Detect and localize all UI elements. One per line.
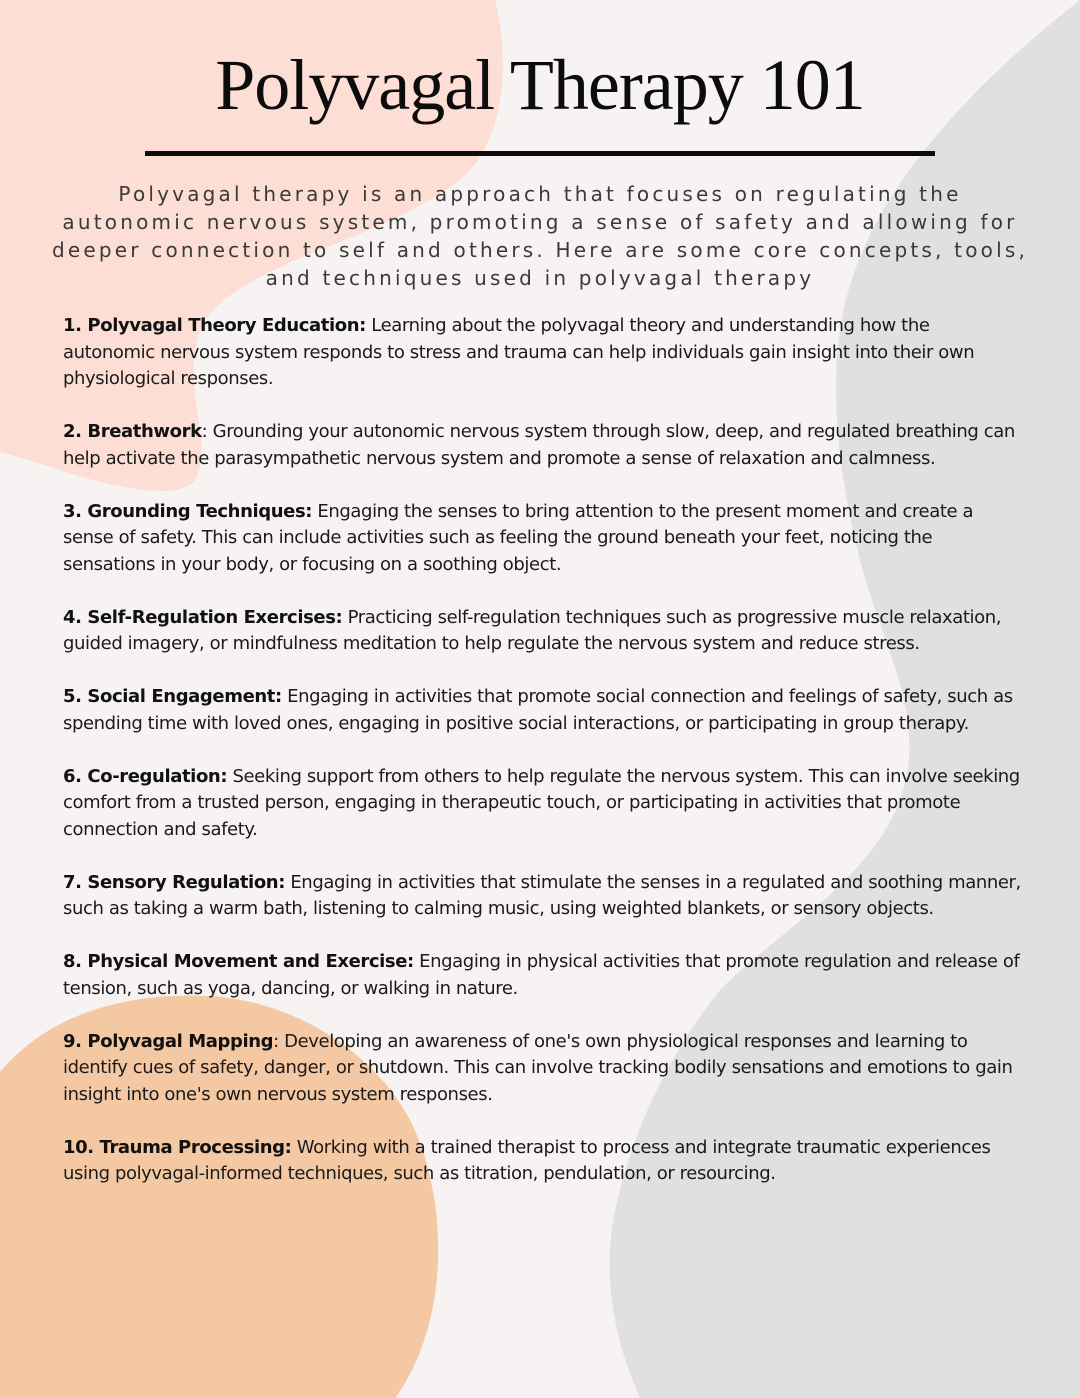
list-item <box>63 764 1023 844</box>
list-item <box>63 870 1023 923</box>
list-item <box>63 419 1023 472</box>
item-title: 2. Breathwork <box>63 421 202 442</box>
list-item <box>63 1029 1023 1109</box>
page-title: Polyvagal Therapy 101 <box>215 45 865 125</box>
list-item <box>63 499 1023 579</box>
item-title: 5. Social Engagement: <box>63 686 282 707</box>
item-body: Engaging in activities that promote social connection and feelings of safety, such as spending time with loved ones, engaging in positive social interactions, or participating in group therapy. <box>63 686 1013 734</box>
item-body: Learning about the polyvagal theory and understanding how the autonomic nervous system responds to stress and trauma can help individuals gain insight into their own physiological responses. <box>63 315 975 389</box>
item-title: 7. Sensory Regulation: <box>63 871 286 893</box>
list-item <box>63 1135 1023 1188</box>
item-body: Engaging in physical activities that promote regulation and release of tension, such as yoga, dancing, or walking in nature. <box>63 951 1020 999</box>
item-body: Practicing self-regulation techniques such as progressive muscle relaxation, guided imagery, or mindfulness meditation to help regulate the nervous system and reduce stress. <box>63 606 1002 654</box>
list-item <box>63 684 1023 737</box>
title-divider <box>145 151 935 156</box>
item-body: Working with a trained therapist to process and integrate traumatic experiences using polyvagal-informed techniques, such as titration, pendulation, or resourcing. <box>63 1136 991 1184</box>
item-title: 8. Physical Movement and Exercise: <box>63 951 414 972</box>
item-title: 10. Trauma Processing: <box>63 1136 292 1158</box>
item-body: : Grounding your autonomic nervous system through slow, deep, and regulated breathing can help activate the parasympathetic nervous system and promote a sense of relaxation and calmness. <box>63 421 1015 469</box>
item-title: 9. Polyvagal Mapping <box>63 1030 274 1052</box>
list-item <box>63 605 1023 658</box>
intro-paragraph: Polyvagal therapy is an approach that focuses on regulating the autonomic nervous system, promoting a sense of safety and allowing for deeper connection to self and others. Here are some core concepts, tools, and techniques used in polyvagal therapy <box>51 182 1029 290</box>
item-title: 3. Grounding Techniques: <box>63 500 313 522</box>
list-item <box>63 313 1023 393</box>
techniques-list <box>63 313 1023 1214</box>
item-body: Engaging the senses to bring attention to the present moment and create a sense of safety. This can include activities such as feeling the ground beneath your feet, noticing the sensations in your body, or focusing on a soothing object. <box>63 500 974 575</box>
list-item <box>63 949 1023 1002</box>
item-title: 1. Polyvagal Theory Education: <box>63 315 366 336</box>
item-title: 4. Self-Regulation Exercises: <box>63 606 343 628</box>
item-title: 6. Co-regulation: <box>63 765 228 787</box>
item-body: Seeking support from others to help regulate the nervous system. This can involve seeking comfort from a trusted person, engaging in therapeutic touch, or participating in activities that promote connection and safety. <box>63 765 1020 840</box>
item-body: Engaging in activities that stimulate the senses in a regulated and soothing manner, such as taking a warm bath, listening to calming music, using weighted blankets, or sensory objects. <box>63 871 1021 919</box>
item-body: : Developing an awareness of one's own physiological responses and learning to identify cues of safety, danger, or shutdown. This can involve tracking bodily sensations and emotions to gain insight into one's own nervous system responses. <box>63 1030 1013 1105</box>
